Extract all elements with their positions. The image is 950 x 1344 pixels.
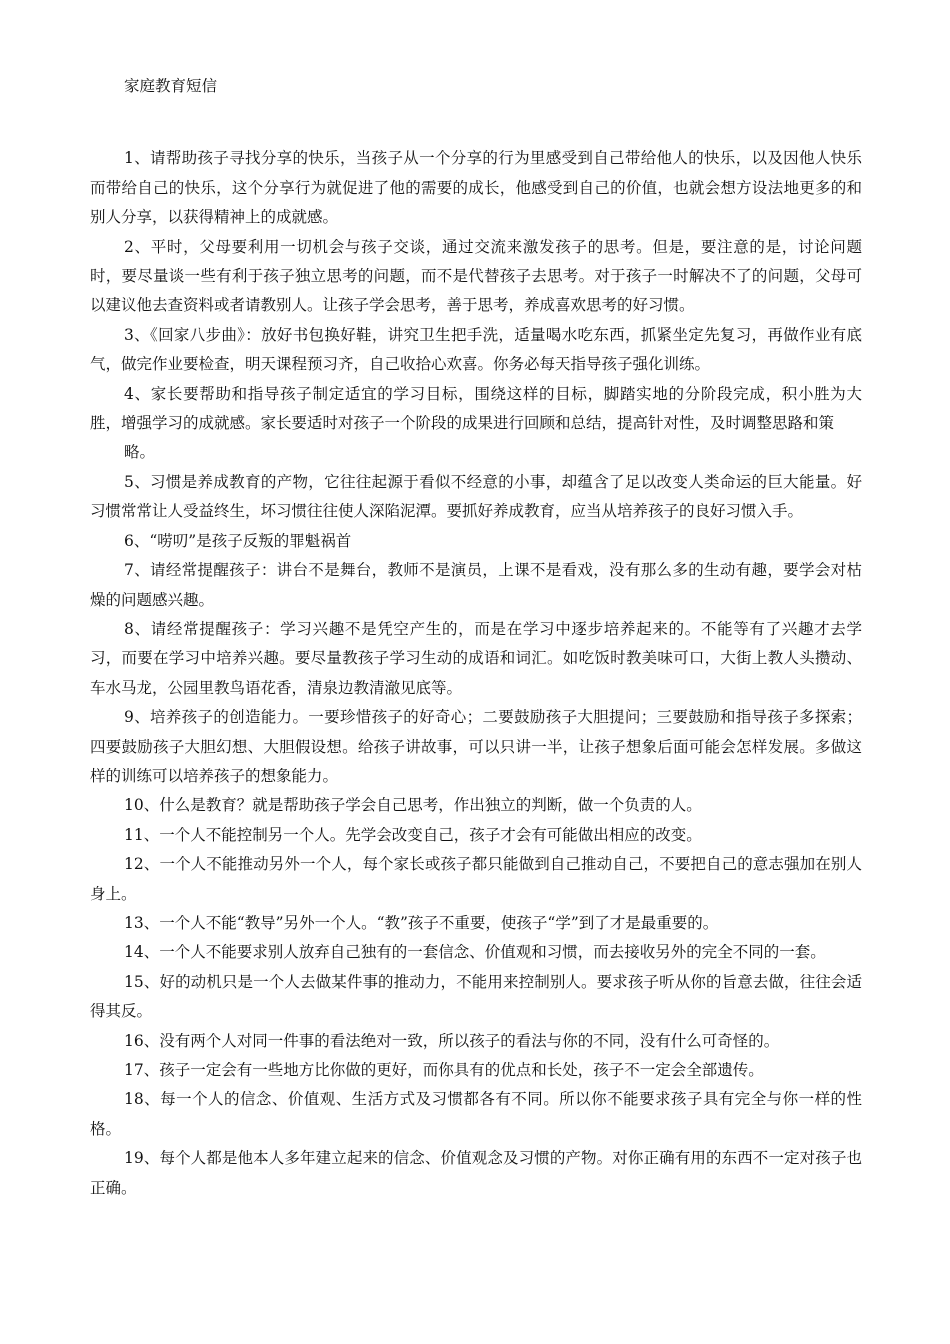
paragraph: 17、孩子一定会有一些地方比你做的更好，而你具有的优点和长处，孩子不一定会全部遗传。 [124, 1061, 764, 1079]
paragraph: 11、一个人不能控制另一个人。先学会改变自己，孩子才会有可能做出相应的改变。 [124, 825, 702, 844]
document-title: 家庭教育短信 [124, 77, 218, 95]
paragraph-continuation: 略。 [124, 443, 156, 462]
paragraph: 14、一个人不能要求别人放弃自己独有的一套信念、价值观和习惯，而去接收另外的完全不同的一套。 [124, 943, 826, 962]
paragraph: 10、什么是教育？就是帮助孩子学会自己思考，作出独立的判断，做一个负责的人。 [124, 796, 702, 815]
document-page [90, 72, 862, 1203]
paragraph: 1、请帮助孩子寻找分享的快乐，当孩子从一个分享的行为里感受到自己带给他人的快乐，以及因他人快乐而带给自己的快乐，这个分享行为就促进了他的需要的成长，他感受到自己的价值，也就会想方设法地更多的和别人分享，以获得精神上的成就感。 [90, 149, 862, 227]
paragraph: 8、请经常提醒孩子：学习兴趣不是凭空产生的，而是在学习中逐步培养起来的。不能等有了兴趣才去学习，而要在学习中培养兴趣。要尽量教孩子学习生动的成语和词汇。如吃饭时教美味可口，大街上教人头攒动、车水马龙，公园里教鸟语花香，清泉边教清澈见底等。 [90, 619, 862, 697]
paragraph: 3、《回家八步曲》：放好书包换好鞋，讲究卫生把手洗，适量喝水吃东西，抓紧坐定先复习，再做作业有底气，做完作业要检查，明天课程预习齐，自己收拾心欢喜。你务必每天指导孩子强化训练。 [90, 325, 862, 374]
paragraph: 12、一个人不能推动另外一个人，每个家长或孩子都只能做到自己推动自己，不要把自己的意志强加在别人身上。 [90, 855, 862, 903]
paragraph: 5、习惯是养成教育的产物，它往往起源于看似不经意的小事，却蕴含了足以改变人类命运的巨大能量。好习惯常常让人受益终生，坏习惯往往使人深陷泥潭。要抓好养成教育，应当从培养孩子的良好习惯入手。 [90, 472, 862, 521]
paragraph: 2、平时，父母要利用一切机会与孩子交谈，通过交流来激发孩子的思考。但是，要注意的是，讨论问题时，要尽量谈一些有利于孩子独立思考的问题，而不是代替孩子去思考。对于孩子一时解决不了的问题，父母可以建议他去查资料或者请教别人。让孩子学会思考，善于思考，养成喜欢思考的好习惯。 [90, 237, 862, 315]
paragraph: 19、每个人都是他本人多年建立起来的信念、价值观念及习惯的产物。对你正确有用的东西不一定对孩子也正确。 [90, 1149, 862, 1197]
paragraph: 4、家长要帮助和指导孩子制定适宜的学习目标，围绕这样的目标，脚踏实地的分阶段完成，积小胜为大胜，增强学习的成就感。家长要适时对孩子一个阶段的成果进行回顾和总结，提高针对性，及时调整思路和策 [90, 384, 862, 433]
paragraph: 6、“唠叨”是孩子反叛的罪魁祸首 [124, 531, 352, 550]
paragraph: 16、没有两个人对同一件事的看法绝对一致，所以孩子的看法与你的不同，没有什么可奇怪的。 [124, 1031, 780, 1050]
paragraph: 15、好的动机只是一个人去做某件事的推动力，不能用来控制别人。要求孩子听从你的旨意去做，往往会适得其反。 [90, 972, 862, 1021]
paragraph: 13、一个人不能“教导”另外一个人。“教”孩子不重要，使孩子“学”到了才是最重要的。 [124, 913, 719, 932]
title-spacer [90, 101, 862, 144]
paragraph: 18、每一个人的信念、价值观、生活方式及习惯都各有不同。所以你不能要求孩子具有完全与你一样的性格。 [90, 1090, 862, 1138]
paragraph: 9、培养孩子的创造能力。一要珍惜孩子的好奇心；二要鼓励孩子大胆提问；三要鼓励和指导孩子多探索；四要鼓励孩子大胆幻想、大胆假设想。给孩子讲故事，可以只讲一半，让孩子想象后面可能会怎样发展。多做这样的训练可以培养孩子的想象能力。 [90, 708, 862, 785]
paragraph: 7、请经常提醒孩子：讲台不是舞台，教师不是演员，上课不是看戏，没有那么多的生动有趣，要学会对枯燥的问题感兴趣。 [90, 561, 862, 609]
